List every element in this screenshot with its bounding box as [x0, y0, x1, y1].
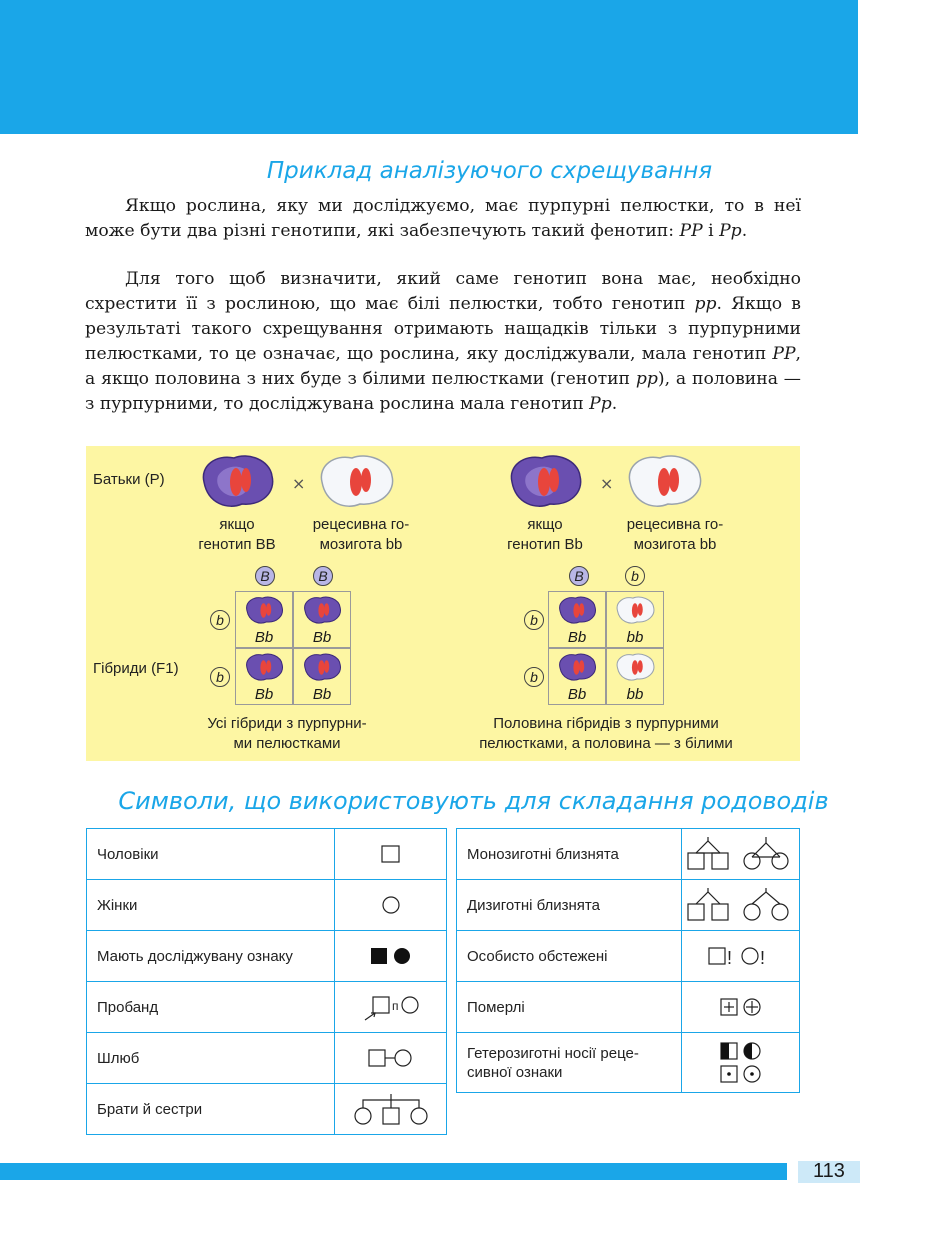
punnett-cell: Bb [235, 648, 293, 705]
symbol-label: Пробанд [87, 982, 335, 1033]
cross-diagram [86, 446, 800, 761]
punnett-cell: Bb [548, 591, 606, 648]
left-result-caption: Усі гібриди з пурпурни- ми пелюстками [207, 715, 367, 752]
white-flower-icon [613, 595, 657, 625]
table-row [87, 1084, 447, 1135]
punnett-cell: Bb [548, 648, 606, 705]
purple-flower-icon [242, 595, 286, 625]
siblings-icon [353, 1092, 429, 1126]
table-row [457, 880, 800, 931]
right-parent2-caption: рецесивна го- мозигота bb [626, 516, 724, 553]
marriage-icon [366, 1047, 416, 1069]
purple-flower-icon [506, 452, 584, 510]
symbol-label: Мають досліджувану ознаку [87, 931, 335, 982]
table-row [457, 1033, 800, 1093]
proband-icon [361, 993, 421, 1021]
footer-band [0, 1163, 787, 1180]
table-row [87, 880, 447, 931]
allele-marker: b [524, 667, 544, 687]
paragraph-2: Для того щоб визначити, який саме генотип вона має, необхідно схрестити її з рослиною, що має білі пелюстки, тобто генотип pp. Якщо в результаті такого схрещування отримають нащадків тільки з пурпурними пелюстками, то це означає, що рослина, яку досліджували, мала генотип PP, а якщо половина з них буде з білими пелюстками (генотип pp), а половина — з пурпурними, то досліджувана рослина мала генотип Pp. [85, 269, 801, 414]
svg-text:!: ! [726, 948, 732, 968]
allele-marker: b [210, 610, 230, 630]
header-band [0, 0, 858, 134]
table-row [87, 982, 447, 1033]
allele-marker: b [210, 667, 230, 687]
hybrids-label: Гібриди (F1) [93, 660, 179, 677]
white-flower-icon [316, 452, 396, 510]
right-result-caption: Половина гібридів з пурпурними пелюстками, а половина — з білими [479, 715, 733, 752]
symbol-label: Брати й сестри [87, 1084, 335, 1135]
symbol-label: Дизиготні близнята [457, 880, 682, 931]
symbols-table-right [456, 828, 800, 1093]
punnett-cell: bb [606, 591, 664, 648]
symbol-label: Особисто обстежені [457, 931, 682, 982]
svg-text:!: ! [759, 948, 765, 968]
table-row [457, 829, 800, 880]
paragraph-1: Якщо рослина, яку ми досліджуємо, має пурпурні пелюстки, то в неї може бути два різні генотипи, які забезпечують такий фенотип: PP і Pp. [85, 196, 801, 241]
left-parent1-caption: якщо генотип BB [198, 516, 276, 553]
table-row [87, 829, 447, 880]
deceased-icon [718, 997, 764, 1017]
punnett-cell: Bb [235, 591, 293, 648]
monozygotic-twins-icon [686, 837, 796, 871]
allele-marker: B [569, 566, 589, 586]
symbol-label: Монозиготні близнята [457, 829, 682, 880]
purple-flower-icon [555, 595, 599, 625]
section-title-pedigree-symbols: Символи, що використовують для складання родоводів [118, 787, 829, 815]
symbols-table-left [86, 828, 447, 1135]
table-row [87, 1033, 447, 1084]
left-parent2-caption: рецесивна го- мозигота bb [312, 516, 410, 553]
page-number: 113 [813, 1160, 845, 1182]
section-title-analysing-cross: Приклад аналізуючого схрещування [266, 158, 713, 184]
purple-flower-icon [300, 652, 344, 682]
allele-marker: b [524, 610, 544, 630]
allele-marker: b [625, 566, 645, 586]
purple-flower-icon [198, 452, 276, 510]
symbol-label: Гетерозиготні носії реце- сивної ознаки [457, 1033, 682, 1093]
affected-symbols-icon [368, 946, 414, 966]
purple-flower-icon [555, 652, 599, 682]
purple-flower-icon [300, 595, 344, 625]
parents-label: Батьки (P) [93, 471, 165, 488]
symbol-label: Померлі [457, 982, 682, 1033]
table-row [457, 931, 800, 982]
purple-flower-icon [242, 652, 286, 682]
white-flower-icon [613, 652, 657, 682]
female-circle-icon [379, 895, 403, 915]
dizygotic-twins-icon [686, 888, 796, 922]
table-row [457, 982, 800, 1033]
punnett-cell: Bb [293, 648, 351, 705]
svg-text:п: п [391, 999, 398, 1013]
white-flower-icon [624, 452, 704, 510]
examined-icon [706, 944, 776, 968]
punnett-cell: bb [606, 648, 664, 705]
right-parent1-caption: якщо генотип Bb [507, 516, 583, 553]
heterozygous-carrier-icon [718, 1041, 764, 1085]
punnett-cell: Bb [293, 591, 351, 648]
allele-marker: B [255, 566, 275, 586]
punnett-square-left [235, 591, 351, 705]
symbol-label: Жінки [87, 880, 335, 931]
symbol-label: Шлюб [87, 1033, 335, 1084]
table-row [87, 931, 447, 982]
cross-symbol: × [292, 474, 306, 493]
symbol-label: Чоловіки [87, 829, 335, 880]
punnett-square-right [548, 591, 664, 705]
cross-symbol: × [600, 474, 614, 493]
male-square-icon [379, 844, 403, 864]
allele-marker: B [313, 566, 333, 586]
